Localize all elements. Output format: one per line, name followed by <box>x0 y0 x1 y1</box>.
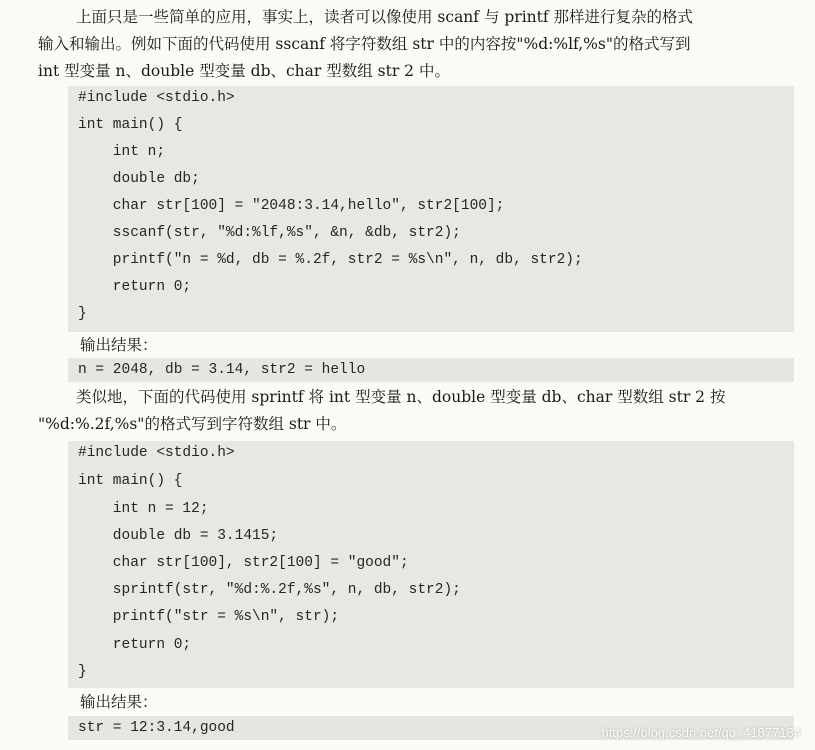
code-line: #include <stdio.h> <box>78 90 235 106</box>
code-line: char str[100] = "2048:3.14,hello", str2[100]; <box>78 198 505 214</box>
output-text-2: str = 12:3.14,good <box>78 720 235 736</box>
code-line: return 0; <box>78 279 192 295</box>
code-line: sprintf(str, "%d:%.2f,%s", n, db, str2); <box>78 582 461 598</box>
code-block-sscanf <box>68 86 794 332</box>
code-line: int main() { <box>78 117 183 133</box>
output-label-1: 输出结果： <box>80 336 158 354</box>
code-line: printf("str = %s\n", str); <box>78 609 340 625</box>
output-text-1: n = 2048, db = 3.14, str2 = hello <box>78 362 366 378</box>
output-block-1 <box>68 358 794 382</box>
output-label-2: 输出结果： <box>80 693 158 711</box>
code-line: double db; <box>78 171 200 187</box>
intro-line-2: 输入和输出。例如下面的代码使用 sscanf 将字符数组 str 中的内容按"%d:%lf,%s"的格式写到 <box>38 35 691 53</box>
code-line: #include <stdio.h> <box>78 445 235 461</box>
intro-line-1: 上面只是一些简单的应用，事实上，读者可以像使用 scanf 与 printf 那样进行复杂的格式 <box>76 8 694 26</box>
code-line: char str[100], str2[100] = "good"; <box>78 555 409 571</box>
code-line: } <box>78 306 87 322</box>
code-line: int main() { <box>78 473 183 489</box>
watermark-url: https://blog.csdn.net/qq_41877184 <box>601 725 801 740</box>
code-line: printf("n = %d, db = %.2f, str2 = %s\n", n, db, str2); <box>78 252 583 268</box>
intro-line-3: int 型变量 n、double 型变量 db、char 型数组 str 2 中。 <box>38 62 450 80</box>
code-line: sscanf(str, "%d:%lf,%s", &n, &db, str2); <box>78 225 461 241</box>
code-line: int n = 12; <box>78 501 209 517</box>
middle-line-2: "%d:%.2f,%s"的格式写到字符数组 str 中。 <box>38 415 347 433</box>
code-line: int n; <box>78 144 166 160</box>
middle-line-1: 类似地，下面的代码使用 sprintf 将 int 型变量 n、double 型变量 db、char 型数组 str 2 按 <box>76 388 726 406</box>
code-line: } <box>78 664 87 680</box>
code-line: return 0; <box>78 637 192 653</box>
code-block-sprintf <box>68 441 794 688</box>
code-line: double db = 3.1415; <box>78 528 279 544</box>
